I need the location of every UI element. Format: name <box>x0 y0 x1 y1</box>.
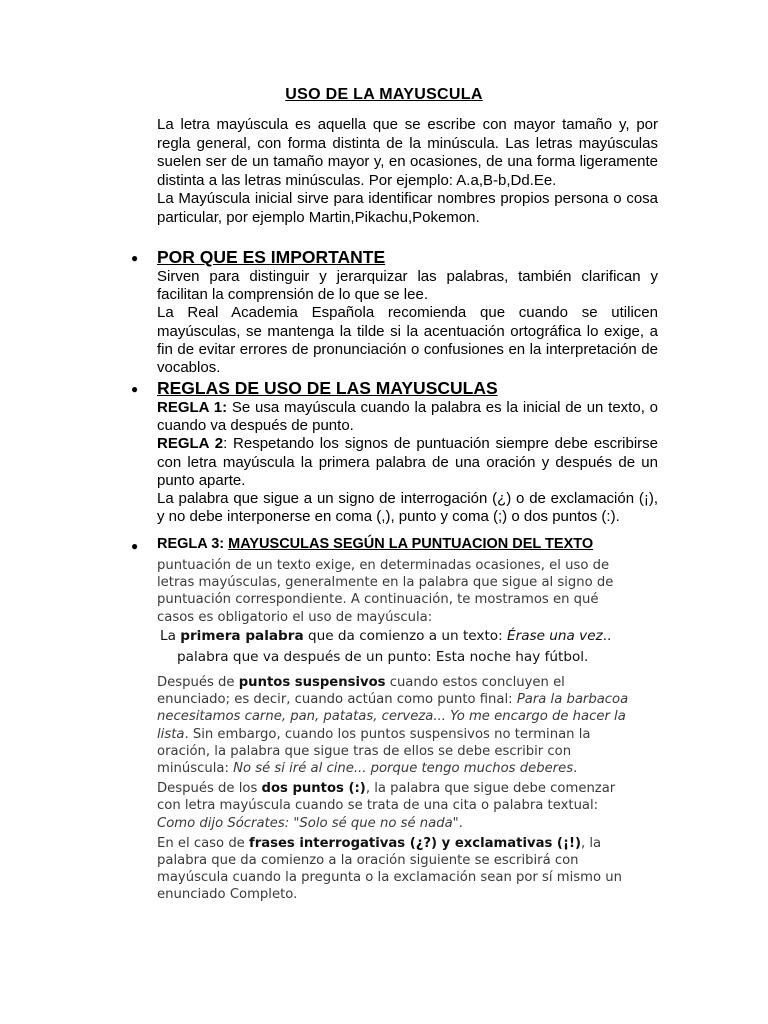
bullet-icon: ● <box>131 382 139 396</box>
bold-text: puntos suspensivos <box>238 675 386 690</box>
example-1: La primera palabra que da comienzo a un texto: Érase una vez.. <box>160 628 612 644</box>
rule-text: Se usa mayúscula cuando la palabra es la inicial de un texto, o cuando va después de punto. <box>157 399 658 435</box>
bold-text: primera palabra <box>180 628 304 644</box>
rule-1 <box>157 399 658 435</box>
detail-paragraph: Después de los dos puntos (:), la palabra que sigue debe comenzar con letra mayúscula cuando se trata de una cita o palabra textual: Como dijo Sócrates: "Solo sé que no sé nada". <box>157 781 616 831</box>
intro-paragraph: La Mayúscula inicial sirve para identificar nombres propios persona o cosa particular, por ejemplo Martin,Pikachu,Pokemon. <box>157 190 658 226</box>
rule-3-intro: puntuación de un texto exige, en determinadas ocasiones, el uso de letras mayúsculas, generalmente en la palabra que sigue al signo de puntuación correspondiente. A continuación, te mostramos en qué casos es obligatorio el uso de mayúscula: <box>157 558 614 625</box>
bullet-icon: ● <box>131 251 139 265</box>
rule-title: MAYUSCULAS SEGÚN LA PUNTUACION DEL TEXTO <box>228 536 594 552</box>
bold-text: dos puntos (:) <box>261 781 366 797</box>
bold-text: frases interrogativas (¿?) y exclamativas (¡!) <box>249 835 581 851</box>
italic-text: Como dijo Sócrates: "Solo sé que no sé nada" <box>157 815 459 831</box>
rule-3-heading <box>157 535 658 553</box>
detail-paragraph: Después de puntos suspensivos cuando estos concluyen el enunciado; es decir, cuando actúan como punto final: Para la barbacoa necesitamos carne, pan, patatas, cerveza... Yo me encargo de hacer la lista. Sin embargo, cuando los puntos suspensivos no terminan la oración, la palabra que sigue tras de ellos se debe escribir con minúscula: No sé si iré al cine... porque tengo muchos deberes. <box>157 675 629 777</box>
section-rules <box>157 377 658 526</box>
example-2: palabra que va después de un punto: Esta noche hay fútbol. <box>177 649 589 665</box>
bullet-icon: ● <box>131 539 139 553</box>
section-heading: REGLAS DE USO DE LAS MAYUSCULAS <box>157 378 498 398</box>
rule-3-details <box>157 674 637 904</box>
rule-label: REGLA 1: <box>157 399 228 416</box>
intro-paragraph: La letra mayúscula es aquella que se escribe con mayor tamaño y, por regla general, con forma distinta de la minúscula. Las letras mayúsculas suelen ser de un tamaño mayor y, en ocasiones, de una forma ligeramente distinta a las letras minúsculas. Por ejemplo: A.a,B-b,Dd.Ee. <box>157 116 658 189</box>
intro-text <box>157 116 658 227</box>
examples-list <box>160 626 611 668</box>
section-importance <box>157 246 658 377</box>
italic-text: Para la barbacoa necesitamos carne, pan, patatas, cerveza... Yo me encargo de hacer la lista <box>157 692 629 742</box>
page-title: USO DE LA MAYUSCULA <box>285 86 483 103</box>
section-heading: POR QUE ES IMPORTANTE <box>157 247 386 267</box>
rule-2-extra: La palabra que sigue a un signo de interrogación (¿) o de exclamación (¡), y no debe interponerse en coma (,), punto y coma (;) o dos puntos (:). <box>157 490 658 526</box>
section-paragraph: La Real Academia Española recomienda que cuando se utilicen mayúsculas, se mantenga la tilde si la acentuación ortográfica lo exige, a fin de evitar errores de pronunciación o confusiones en la interpretación de vocablos. <box>157 304 658 377</box>
section-paragraph: Sirven para distinguir y jerarquizar las palabras, también clarifican y facilitan la comprensión de lo que se lee. <box>157 268 658 304</box>
rule-label: REGLA 2 <box>157 435 224 453</box>
rule-2 <box>157 435 658 490</box>
detail-paragraph: En el caso de frases interrogativas (¿?) y exclamativas (¡!), la palabra que da comienzo a la oración siguiente se escribirá con mayúscula cuando la pregunta o la exclamación sean por sí mismo un enunciado Completo. <box>157 835 622 903</box>
rule-text: : Respetando los signos de puntuación siempre debe escribirse con letra mayúscula la primera palabra de una oración y después de un punto aparte. <box>157 435 658 489</box>
rule-label: REGLA 3: <box>157 536 225 552</box>
italic-text: No sé si iré al cine... porque tengo muchos deberes <box>233 761 574 777</box>
italic-text: Érase una vez <box>507 628 603 644</box>
